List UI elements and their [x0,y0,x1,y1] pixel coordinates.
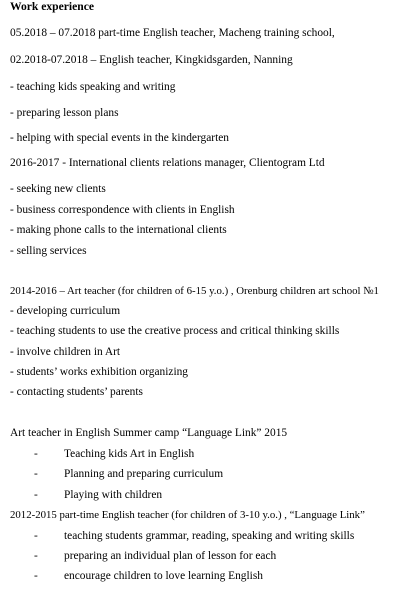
job-entry-macheng: 05.2018 – 07.2018 part-time English teacher, Macheng training school, [10,27,335,39]
job-entry-kingkidsgarden: 02.2018-07.2018 – English teacher, Kingkidsgarden, Nanning [10,54,293,66]
duty-item: - making phone calls to the international clients [10,224,227,236]
bullet-text: teaching students grammar, reading, speaking and writing skills [64,530,355,542]
section-heading: Work experience [10,0,95,13]
bullet-text: Teaching kids Art in English [64,448,195,460]
job-entry-summer-camp: Art teacher in English Summer camp “Language Link” 2015 [10,427,288,439]
duty-item: - involve children in Art [10,346,121,358]
dash-marker: - [34,530,38,542]
bullet-text: Planning and preparing curriculum [64,468,224,480]
dash-marker: - [34,448,38,460]
job-entry-clientogram: 2016-2017 - International clients relations manager, Clientogram Ltd [10,157,325,169]
duty-item: - developing curriculum [10,305,121,317]
duty-item: - seeking new clients [10,183,106,195]
dash-marker: - [34,468,38,480]
job-entry-orenburg: 2014-2016 – Art teacher (for children of 6-15 y.o.) , Orenburg children art school №1 [10,285,379,297]
duty-item: - selling services [10,245,87,257]
duty-item: - contacting students’ parents [10,386,143,398]
duty-item: - business correspondence with clients in English [10,204,235,216]
bullet-text: Playing with children [64,489,163,501]
bullet-text: preparing an individual plan of lesson for each [64,550,277,562]
duty-item: - teaching students to use the creative process and critical thinking skills [10,325,340,337]
duty-item: - helping with special events in the kindergarten [10,132,229,144]
dash-marker: - [34,570,38,582]
duty-item: - preparing lesson plans [10,107,119,119]
job-entry-language-link: 2012-2015 part-time English teacher (for children of 3-10 y.o.) , “Language Link” [10,509,365,521]
dash-marker: - [34,550,38,562]
bullet-text: encourage children to love learning English [64,570,263,582]
duty-item: - students’ works exhibition organizing [10,366,189,378]
duty-item: - teaching kids speaking and writing [10,81,176,93]
dash-marker: - [34,489,38,501]
